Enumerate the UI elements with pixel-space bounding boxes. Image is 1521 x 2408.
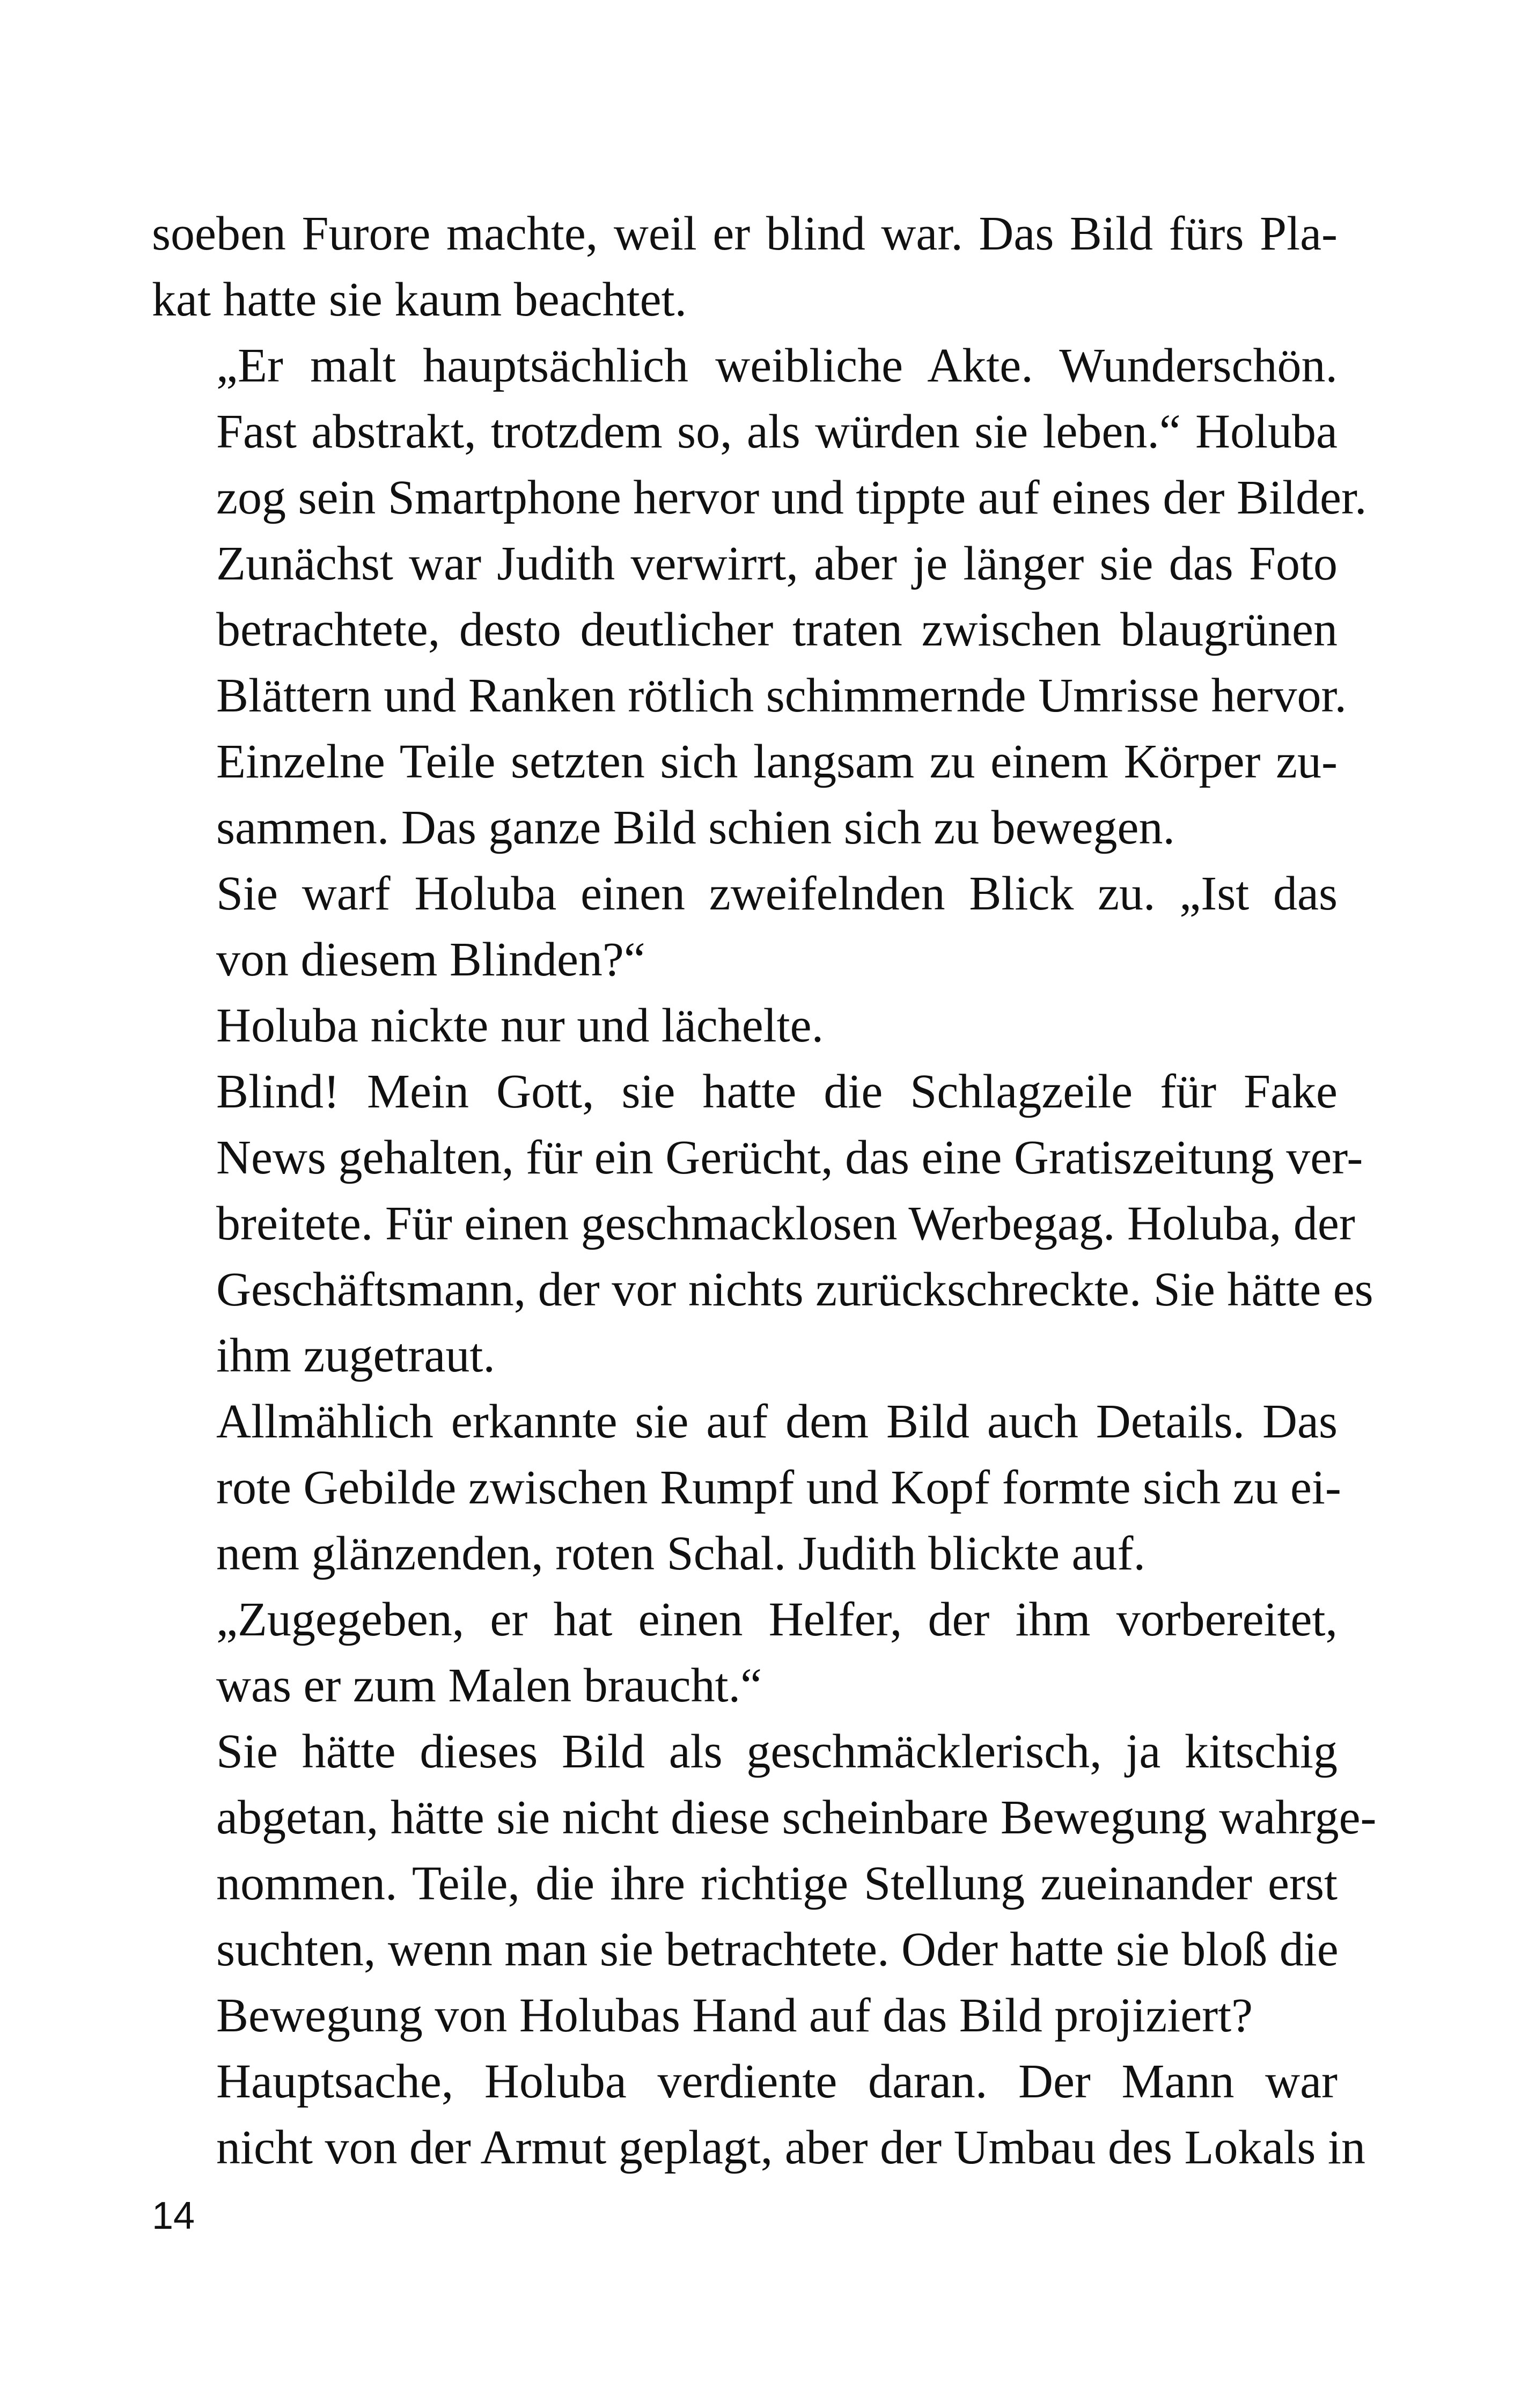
- text-line: ihm zugetraut.: [216, 1329, 495, 1382]
- paragraph: [152, 2049, 1365, 2181]
- text-line: Bewegung von Holubas Hand auf das Bild projiziert?: [216, 1989, 1253, 2042]
- text-line: nicht von der Armut geplagt, aber der Umbau des Lokals in: [216, 2121, 1365, 2174]
- text-line: Zunächst war Judith verwirrt, aber je länger sie das Foto: [216, 537, 1338, 590]
- paragraph: [152, 861, 1338, 993]
- text-line: zog sein Smartphone hervor und tippte auf eines der Bilder.: [216, 471, 1367, 524]
- paragraph: [152, 1719, 1377, 2049]
- text-line: „Er malt hauptsächlich weibliche Akte. Wunderschön.: [216, 339, 1338, 392]
- paragraph: [152, 1059, 1373, 1389]
- body-text: [152, 201, 1377, 2181]
- text-line: soeben Furore machte, weil er blind war. Das Bild fürs Pla-: [152, 207, 1338, 260]
- paragraph: [152, 1389, 1341, 1587]
- text-line: betrachtete, desto deutlicher traten zwischen blaugrünen: [216, 603, 1338, 656]
- text-line: was er zum Malen braucht.“: [216, 1659, 762, 1712]
- text-line: Hauptsache, Holuba verdiente daran. Der Mann war: [216, 2055, 1338, 2108]
- paragraph: [152, 1587, 1338, 1719]
- paragraph: [152, 993, 1338, 1059]
- text-line: Allmählich erkannte sie auf dem Bild auch Details. Das: [216, 1395, 1338, 1448]
- text-line: Blättern und Ranken rötlich schimmernde Umrisse hervor.: [216, 669, 1347, 722]
- text-line: sammen. Das ganze Bild schien sich zu bewegen.: [216, 801, 1175, 854]
- text-line: Blind! Mein Gott, sie hatte die Schlagzeile für Fake: [216, 1065, 1338, 1118]
- text-line: Einzelne Teile setzten sich langsam zu einem Körper zu-: [216, 735, 1338, 788]
- paragraph: [152, 201, 1338, 333]
- text-line: Holuba nickte nur und lächelte.: [216, 999, 824, 1052]
- text-line: nommen. Teile, die ihre richtige Stellung zueinander erst: [216, 1857, 1338, 1910]
- text-line: suchten, wenn man sie betrachtete. Oder hatte sie bloß die: [216, 1923, 1339, 1976]
- paragraph: [152, 531, 1347, 861]
- text-line: kat hatte sie kaum beachtet.: [152, 273, 687, 326]
- text-line: abgetan, hätte sie nicht diese scheinbare Bewegung wahrge-: [216, 1791, 1377, 1844]
- text-line: „Zugegeben, er hat einen Helfer, der ihm vorbereitet,: [216, 1593, 1338, 1646]
- text-line: Sie hätte dieses Bild als geschmäcklerisch, ja kitschig: [216, 1725, 1338, 1778]
- text-line: von diesem Blinden?“: [216, 933, 645, 986]
- page-number: 14: [152, 2194, 195, 2237]
- text-line: nem glänzenden, roten Schal. Judith blickte auf.: [216, 1527, 1145, 1580]
- text-line: Fast abstrakt, trotzdem so, als würden sie leben.“ Holuba: [216, 405, 1338, 458]
- paragraph: [152, 333, 1367, 531]
- text-line: rote Gebilde zwischen Rumpf und Kopf formte sich zu ei-: [216, 1461, 1341, 1514]
- text-line: breitete. Für einen geschmacklosen Werbegag. Holuba, der: [216, 1197, 1355, 1250]
- text-line: Sie warf Holuba einen zweifelnden Blick zu. „Ist das: [216, 867, 1338, 920]
- text-line: Geschäftsmann, der vor nichts zurückschreckte. Sie hätte es: [216, 1263, 1373, 1316]
- text-line: News gehalten, für ein Gerücht, das eine Gratiszeitung ver-: [216, 1131, 1363, 1184]
